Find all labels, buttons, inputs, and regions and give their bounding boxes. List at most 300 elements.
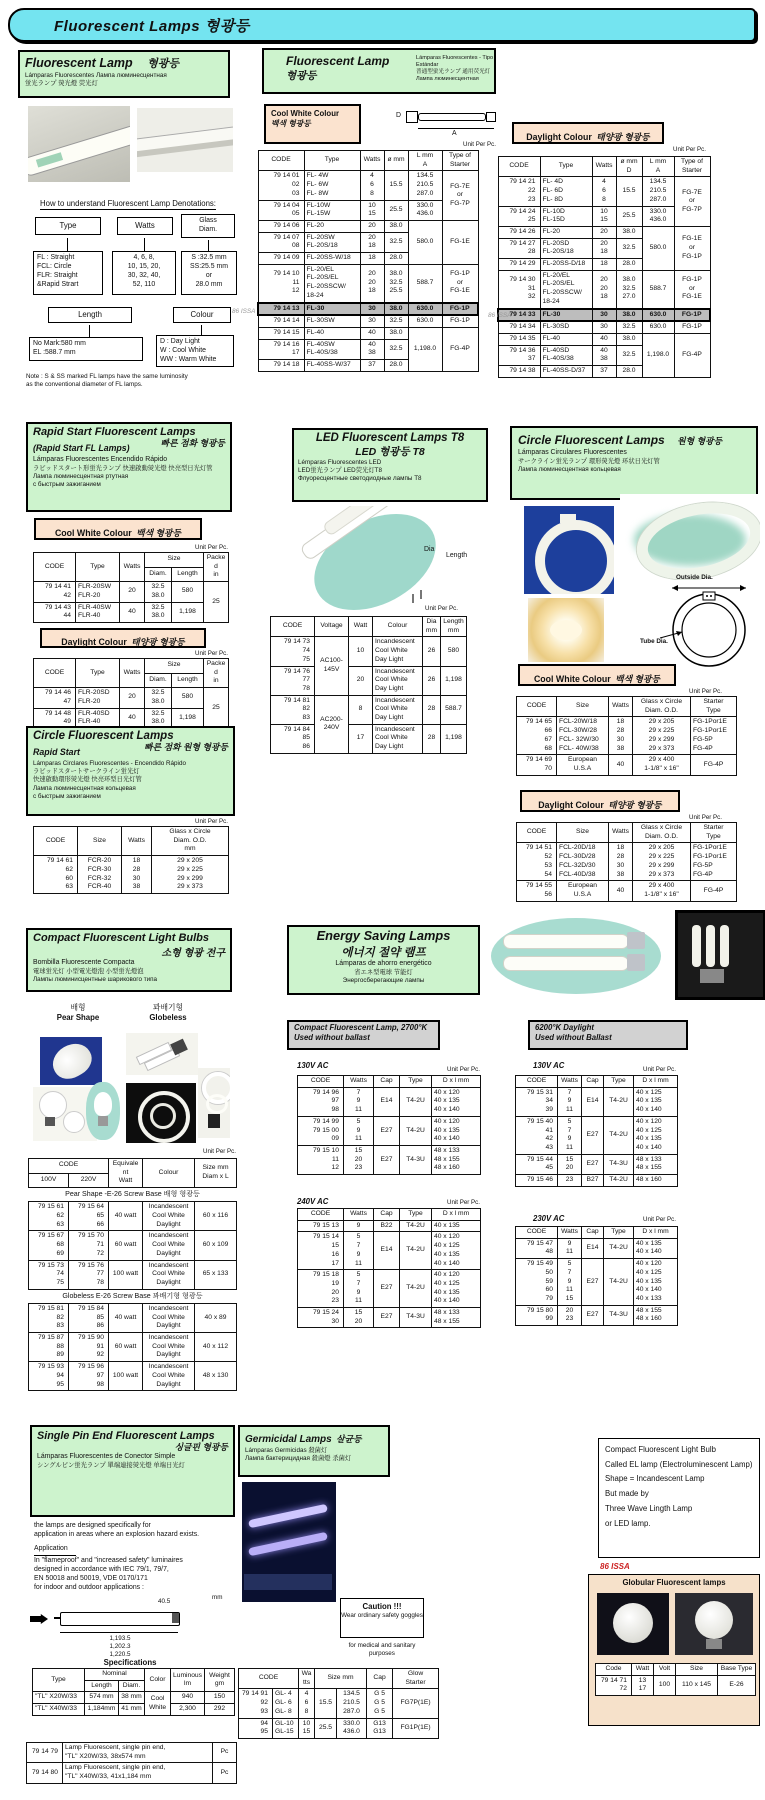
- table-cell: FL- 4D FL- 6D FL- 8D: [540, 177, 592, 206]
- table-cell: 48 x 133 48 x 155: [634, 1154, 678, 1174]
- table-cell: 38.0: [616, 226, 642, 238]
- table-header-cell: D x l mm: [634, 1227, 678, 1239]
- table-header-cell: Color: [145, 1669, 171, 1692]
- table-cell: FL-20/EL FL-20S/EL FL-20SSCW/ 18-24: [304, 264, 360, 302]
- table-cell: 38.0 32.5 25.5: [384, 264, 408, 302]
- table-cell: 79 14 96 97 98: [298, 1087, 344, 1116]
- table-cell: 79 14 24 25: [498, 206, 540, 226]
- table-cell: 630.0: [642, 321, 674, 333]
- table-cell: 40 x 89: [195, 1303, 237, 1332]
- table-cell: 20: [592, 226, 616, 238]
- globular-bulb-photo-1: [597, 1593, 669, 1655]
- denotation-length-content: No Mark:580 mm EL :588.7 mm: [29, 337, 143, 361]
- table-cell: FLR-20SD FLR-20: [76, 688, 120, 708]
- table-header-cell: CODE: [298, 1076, 344, 1088]
- table-cell: FL-10W FL-15W: [304, 200, 360, 220]
- table-row: [596, 1675, 756, 1695]
- section-title-kr: 빠른 점화 형광등: [160, 438, 225, 448]
- table-cell: 18 28 30 38: [122, 856, 152, 894]
- issa-note-red: 86 ISSA: [600, 1562, 630, 1571]
- section-title: LED Fluorescent Lamps T8: [315, 432, 465, 444]
- table-row: [298, 1270, 481, 1308]
- table-cell: E14: [374, 1087, 400, 1116]
- table-cell: 48 x 130: [195, 1362, 237, 1391]
- table-header-row: [498, 157, 710, 177]
- table-header-cell: Code: [596, 1664, 632, 1676]
- table-cell: 40 watt: [109, 1202, 143, 1231]
- table-header-cell: CODE: [34, 553, 76, 582]
- section-sub: Rapid Start: [33, 747, 80, 757]
- pear-bulb-photo: [40, 1037, 102, 1085]
- table-specifications: [32, 1668, 234, 1716]
- length-label: Length: [446, 552, 468, 559]
- table-cell: 60 watt: [109, 1332, 143, 1361]
- table-header-cell: Watt: [632, 1664, 654, 1676]
- table-header-row: [517, 823, 737, 843]
- table-header-cell: Starter Type: [691, 697, 737, 717]
- unit-label: Unit Per Pc.: [688, 688, 722, 695]
- section-es: Lámparas Circulares Fluorescentes: [518, 449, 627, 456]
- table-cell: 79 14 55 56: [517, 881, 557, 901]
- table-header-cell: Volt: [654, 1664, 676, 1676]
- table-row: [29, 1289, 237, 1303]
- table-cell: T4-2U: [400, 1116, 432, 1145]
- table-header-row: [34, 553, 229, 568]
- table-cell: 79 14 34: [498, 321, 540, 333]
- table-header-cell: Watts: [609, 697, 633, 717]
- table-cell: 150: [205, 1692, 235, 1704]
- table-cell: 1,198: [172, 602, 204, 622]
- table-cell: 38.0: [616, 333, 642, 345]
- table-cell: 79 14 65 66 67 68: [517, 717, 557, 755]
- table-cell: 38.0: [384, 220, 408, 232]
- table-header-row: [516, 1227, 678, 1239]
- section-title: Energy Saving Lamps: [316, 928, 451, 943]
- table-cell: 38.0: [384, 303, 408, 316]
- table-header-cell: Size: [145, 659, 204, 674]
- table-cell: 7 9 11: [558, 1087, 582, 1116]
- table-cell: 79 15 47 48: [516, 1238, 558, 1258]
- table-cell: 40 x 120 40 x 125 40 x 135 40 x 140: [634, 1116, 678, 1154]
- table-cell: FG-4P: [442, 327, 478, 371]
- table-header-cell: Watts: [122, 827, 152, 856]
- table-cell: 37: [360, 360, 384, 372]
- table-cell: 79 15 18 19 20 23: [298, 1270, 344, 1308]
- table-header-cell: L mm A: [408, 151, 442, 171]
- table-cell: Incandescent Cool White Daylight: [143, 1332, 195, 1361]
- table-cell: 79 14 01 02 03: [258, 171, 304, 200]
- table-row: [517, 755, 737, 775]
- section-title: Germicidal Lamps: [245, 1434, 332, 1445]
- table-header-cell: Starter Type: [691, 823, 737, 843]
- table-header-cell: D x l mm: [634, 1076, 678, 1088]
- table-row: [29, 1202, 237, 1231]
- globeless-label: 꽈배기형 Globeless: [149, 1003, 187, 1022]
- table-cell: 79 15 96 97 98: [69, 1362, 109, 1391]
- table-cell: 5 7 9 11 15: [558, 1259, 582, 1306]
- table-header-cell: D x l mm: [432, 1076, 481, 1088]
- section-multilang: Lámparas Fluorescentes - Tipo Estándar 普通型蛍光ランプ 通用荧光灯 Лампа люминесцентная: [416, 55, 494, 82]
- table-cell: 23: [558, 1175, 582, 1187]
- table-header-cell: Dia mm: [423, 617, 441, 637]
- connector-line: [144, 238, 145, 251]
- section-ru: Энергосберегающие лампы: [342, 976, 425, 984]
- table-cell: 38.0: [616, 309, 642, 322]
- table-cell: 940: [171, 1692, 205, 1704]
- table-row: [258, 220, 478, 232]
- table-cell: 40 x 120 40 x 125 40 x 135 40 x 140: [432, 1232, 481, 1270]
- arrow-icon: [30, 1614, 48, 1624]
- table-cell: 79 15 13: [298, 1220, 344, 1232]
- table-row: [271, 637, 467, 666]
- table-row: [258, 303, 478, 316]
- fixture-photo: [137, 108, 233, 172]
- table-cell: 79 14 81 82 83: [271, 695, 315, 724]
- section-fluorescent-lamp-std: [262, 48, 496, 94]
- table-header-cell: CODE: [298, 1209, 344, 1221]
- table-cell: 100: [654, 1675, 676, 1695]
- table-cell: 40: [609, 881, 633, 901]
- table-cell: FLR-40SW FLR-40: [76, 602, 120, 622]
- table-cell: 79 15 87 88 89: [29, 1332, 69, 1361]
- table-cell: 32.5: [616, 345, 642, 365]
- table-cell: FLR-20SW FLR-20: [76, 582, 120, 602]
- table-row: [29, 1188, 237, 1202]
- table-header-row: [239, 1669, 439, 1689]
- voltage-label-240v: 240V AC: [297, 1197, 329, 1206]
- table-cell: 10 15: [592, 206, 616, 226]
- connector-line: [208, 240, 209, 251]
- table-cell: FL-30SW: [304, 315, 360, 327]
- energy-lamps-photo: [487, 912, 667, 1000]
- table-cell: 20: [120, 688, 145, 708]
- table-cell: 1,198: [441, 724, 467, 753]
- table-header-cell: Size mm: [315, 1669, 367, 1689]
- denotation-glass-label: Glass Diam.: [181, 214, 235, 238]
- section-ru: Лампы люминисцентные шарикового типа: [33, 976, 158, 984]
- table-cell: 25.5: [384, 200, 408, 220]
- table-cell: 32.5: [384, 339, 408, 359]
- table-header-cell: Watts: [360, 151, 384, 171]
- connector-line: [67, 238, 68, 251]
- table-cell: 79 14 43 44: [34, 602, 76, 622]
- table-header-cell: Base Type: [718, 1664, 756, 1676]
- table-header-cell: Watts: [558, 1076, 582, 1088]
- table-cell: FG-1Por1E FG-1Por1E FG-5P FG-4P: [691, 843, 737, 881]
- table-cell: 580: [172, 688, 204, 708]
- table-cell: 18 28 30 38: [609, 843, 633, 881]
- table-cell: 28: [423, 695, 441, 724]
- table-cell: FL-20SD FL-20S/18: [540, 238, 592, 258]
- table-cell: T4-2U: [400, 1220, 432, 1232]
- table-row: [34, 856, 229, 894]
- table-cell: Cool White: [145, 1692, 171, 1715]
- table-cell: 20: [120, 582, 145, 602]
- table-cell: 32.5 38.0: [145, 582, 172, 602]
- table-cell: 30: [360, 303, 384, 316]
- table-row: [517, 843, 737, 881]
- table-single-pin-codes: [26, 1742, 236, 1784]
- page-title-banner: [8, 8, 756, 42]
- table-header-cell: CODE: [34, 827, 78, 856]
- circle-ceiling-light-photo: [528, 598, 604, 662]
- table-cell: 20 23: [558, 1305, 582, 1325]
- table-cell: 20 20 18: [360, 264, 384, 302]
- dim-lengths: 1,193.5 1,202.3 1,220.5: [109, 1635, 131, 1659]
- table-cell: FG-1E: [442, 220, 478, 264]
- table-fl-daylight: [497, 156, 709, 378]
- table-cell: Pc: [213, 1763, 237, 1783]
- table-cell: 40 x 120 40 x 125 40 x 135 40 x 140 40 x 133: [634, 1259, 678, 1306]
- table-row: [516, 1305, 678, 1325]
- table-header-cell: Watts: [558, 1227, 582, 1239]
- table-cell: 1,198: [441, 666, 467, 695]
- table-cell: 330.0 436.0: [408, 200, 442, 220]
- table-cell: T4-3U: [400, 1308, 432, 1328]
- table-cell: 79 14 30 31 32: [498, 270, 540, 308]
- table-header-cell: Size: [78, 827, 122, 856]
- table-header-cell: CODE: [29, 1159, 109, 1174]
- issa-note: 86 ISSA: [232, 308, 256, 315]
- table-row: [33, 1692, 235, 1704]
- table-cell: 40: [609, 755, 633, 775]
- table-cell: 15.5: [384, 171, 408, 200]
- unit-label: Unit Per Pc.: [462, 141, 496, 148]
- table-row: [258, 327, 478, 339]
- table-cell: 9 11: [558, 1238, 582, 1258]
- section-ru: Лампа люминесцентная кольцевая с быстрым зажиганием: [33, 784, 136, 800]
- table-cell: 15 20: [344, 1308, 374, 1328]
- table-cell: 20: [349, 666, 373, 695]
- table-row: [516, 1116, 678, 1154]
- table-header-cell: Type: [604, 1076, 634, 1088]
- table-cell: 28.0: [384, 253, 408, 265]
- table-cell: FG-7E or FG-7P: [674, 177, 710, 227]
- section-ru: Флуоресцентные светодиодные лампы T8: [298, 475, 422, 483]
- table-cell: 79 14 91 92 93: [239, 1689, 273, 1718]
- table-header-cell: Equivalent Watt: [109, 1159, 143, 1188]
- table-cell: FCL-20D/18 FCL-30D/28 FCL-32D/30 FCL-40D/38: [557, 843, 609, 881]
- caution-note: for medical and sanitary purposes: [348, 1642, 416, 1658]
- table-header-cell: Size mm Diam x L: [195, 1159, 237, 1188]
- tube-dia-label: Tube Dia.: [640, 638, 668, 645]
- table-header-cell: Cap: [582, 1227, 604, 1239]
- table-cell: FL-40: [540, 333, 592, 345]
- table-cell: FL-40SS-D/37: [540, 366, 592, 378]
- table-cell: 330.0 436.0: [642, 206, 674, 226]
- section-compact-bulbs: [26, 928, 232, 992]
- table-cell: 580: [441, 637, 467, 666]
- table-row: [29, 1362, 237, 1391]
- table-cell: 40 x 125 40 x 135 40 x 140: [634, 1087, 678, 1116]
- unit-label: Unit Per Pc.: [194, 818, 228, 825]
- table-cell: 79 15 46: [516, 1175, 558, 1187]
- section-title: Fluorescent Lamp: [25, 56, 133, 70]
- table-cell: FG-7E or FG-7P: [442, 171, 478, 221]
- table-cell: E27: [582, 1259, 604, 1306]
- table-row: [517, 717, 737, 755]
- section-title-kr: 싱글핀 형광등: [174, 1442, 228, 1452]
- section-ru: Лампа люминесцентная ртутная с быстрым зажиганием: [33, 473, 129, 489]
- table-cell: 18: [360, 253, 384, 265]
- connector-line: [89, 325, 90, 337]
- table-cell: 79 15 31 34 39: [516, 1087, 558, 1116]
- table-led-t8: [270, 616, 466, 754]
- table-cell: GL- 4 GL- 6 GL- 8: [273, 1689, 299, 1718]
- section-title-kr: LED 형광등 T8: [355, 446, 425, 458]
- table-cell: 134.5 210.5 287.0: [337, 1689, 367, 1718]
- el-lamp-info-box: Compact Fluorescent Light Bulb Called EL lamp (Electroluminescent Lamp) Shape = Incandescent Lamp But made by Three Wave Lingth Lamp or LED lamp.: [598, 1438, 760, 1558]
- table-cell: 79 14 69 70: [517, 755, 557, 775]
- table-cell: 32.5: [384, 315, 408, 327]
- section-sub2: 蛍光ランプ 熒光燈 荧光灯: [25, 80, 98, 88]
- unit-label: Unit Per Pc.: [688, 814, 722, 821]
- table-header-cell: Glow Starter: [393, 1669, 439, 1689]
- table-row: [33, 1704, 235, 1716]
- table-cell: 26: [423, 666, 441, 695]
- dim-line: [60, 1632, 178, 1633]
- table-row: [516, 1154, 678, 1174]
- section-title: Circle Fluorescent Lamps: [518, 433, 665, 447]
- table-header-cell: Type: [76, 553, 120, 582]
- table-header-cell: Watts: [344, 1209, 374, 1221]
- table-header-cell: CODE: [239, 1669, 299, 1689]
- fluorescent-tube-photo: [28, 106, 130, 182]
- table-cell: 79 14 61 62 60 63: [34, 856, 78, 894]
- table-row: [498, 321, 710, 333]
- section-sub: (Rapid Start FL Lamps): [33, 443, 130, 453]
- denotation-length-label: Length: [48, 307, 132, 323]
- table-cell: 79 15 14 15 16 17: [298, 1232, 344, 1270]
- table-cell: 26: [423, 637, 441, 666]
- table-cell: 40: [120, 602, 145, 622]
- table-cell: FG-1P: [442, 303, 478, 316]
- table-cell: FL-40SD FL-40S/38: [540, 345, 592, 365]
- table-header-row: [258, 151, 478, 171]
- table-cell: 79 14 16 17: [258, 339, 304, 359]
- table-cell: G13 G13: [367, 1718, 393, 1738]
- table-header-cell: Size: [145, 553, 204, 568]
- table-cell: T4-2U: [604, 1175, 634, 1187]
- table-row: [27, 1743, 237, 1763]
- table-row: [258, 315, 478, 327]
- table-cell: E27: [374, 1308, 400, 1328]
- table-cell: E14: [582, 1238, 604, 1258]
- section-sub1: Lámparas Fluorescentes Лампа люминесцентная: [25, 72, 167, 79]
- table-row: [516, 1087, 678, 1116]
- unit-label: Unit Per Pc.: [194, 544, 228, 551]
- section-led-t8: [292, 428, 488, 502]
- dim-line: [418, 128, 494, 129]
- table-cell: T4-3U: [604, 1154, 634, 1174]
- table-cell: 79 14 06: [258, 220, 304, 232]
- table-cell: FG-1P: [674, 309, 710, 322]
- unit-label: Unit Per Pc.: [642, 1216, 676, 1223]
- table-cell: 79 15 81 82 83: [29, 1303, 69, 1332]
- section-title: Fluorescent Lamp: [286, 54, 390, 68]
- section-title-kr: 살균등: [336, 1434, 362, 1444]
- table-row: [498, 226, 710, 238]
- table-cell: 79 15 80 99: [516, 1305, 558, 1325]
- table-cell: FL-40SW FL-40S/38: [304, 339, 360, 359]
- table-cell: 40 x 120 40 x 125 40 x 135 40 x 140: [432, 1270, 481, 1308]
- table-cell: T4-2U: [400, 1087, 432, 1116]
- table-row: [516, 1259, 678, 1306]
- table-header-cell: Size: [557, 823, 609, 843]
- table-header-cell: Watts: [299, 1669, 315, 1689]
- table-cell: FL-20SS-D/18: [540, 259, 592, 271]
- table-cell: 9: [344, 1220, 374, 1232]
- table-header-cell: Type: [540, 157, 592, 177]
- d-label: D: [396, 112, 401, 119]
- table-cell: E-26: [718, 1675, 756, 1695]
- denotation-note: Note : S & SS marked FL lamps have the same luminosity as the conventional diameter of FL lamps.: [26, 373, 188, 389]
- table-cell: T4-2U: [604, 1087, 634, 1116]
- table-cell: E27: [582, 1305, 604, 1325]
- colour-box-fl-daylight: Daylight Colour 태양광 형광등: [512, 122, 664, 144]
- table-cell: 48 x 133 48 x 155: [432, 1308, 481, 1328]
- table-cell: 30: [360, 315, 384, 327]
- table-header-row: [516, 1076, 678, 1088]
- table-cell: 1,198: [172, 708, 204, 728]
- table-cell: 79 14 36 37: [498, 345, 540, 365]
- table-cell: 48 x 133 48 x 155 48 x 160: [432, 1145, 481, 1174]
- table-header-cell: Cap: [582, 1076, 604, 1088]
- table-row: [298, 1232, 481, 1270]
- table-header-cell: Type: [33, 1669, 85, 1692]
- table-header-cell: Diam.: [145, 673, 172, 688]
- section-es: Lámparas Fluorescentes Encendido Rápido: [33, 456, 168, 463]
- section-germicidal: [238, 1425, 390, 1477]
- table-cell: 29 x 205 29 x 225 29 x 299 29 x 373: [633, 717, 691, 755]
- voltage-label-130v-2: 130V AC: [533, 1061, 565, 1070]
- table-row: [271, 724, 467, 753]
- table-cell: 10 15: [360, 200, 384, 220]
- table-header-cell: 100V: [29, 1173, 69, 1188]
- table-cell: T4-3U: [400, 1145, 432, 1174]
- table-cell: 79 14 41 42: [34, 582, 76, 602]
- dia-label: Dia: [424, 546, 435, 553]
- section-jp: シングルピン蛍光ランプ 單端連接熒光燈 单端日光灯: [37, 1461, 185, 1469]
- table-row: [498, 333, 710, 345]
- table-cell: E14: [582, 1087, 604, 1116]
- table-cell: E27: [374, 1116, 400, 1145]
- table-cell: 20 18: [360, 232, 384, 252]
- table-cell: 79 14 26: [498, 226, 540, 238]
- table-cell: Incandescent Cool White Day Light: [373, 695, 423, 724]
- table-cell: 32.5: [616, 238, 642, 258]
- table-rapid-start-daylight: [33, 658, 228, 729]
- voltage-label-130v: 130V AC: [297, 1061, 329, 1070]
- table-cell: 38.0: [384, 327, 408, 339]
- table-cell: 574 mm: [85, 1692, 119, 1704]
- table-header-row: [517, 697, 737, 717]
- table-cell: 38 mm: [119, 1692, 145, 1704]
- table-cell: 79 15 73 74 75: [29, 1260, 69, 1289]
- denotation-type-label: Type: [35, 217, 101, 235]
- table-cell: AC200- 240V: [315, 695, 349, 753]
- globular-bulb-photo-2: [675, 1593, 753, 1655]
- table-cell: 79 15 76 77 78: [69, 1260, 109, 1289]
- table-header-row: [271, 617, 467, 637]
- unit-label: Unit Per Pc.: [424, 605, 458, 612]
- circle-diagram: [640, 572, 760, 672]
- table-cell: 41 mm: [119, 1704, 145, 1716]
- table-cell: 38.0 32.5 27.0: [616, 270, 642, 308]
- table-row: [298, 1087, 481, 1116]
- table-2700k-240v: [297, 1208, 480, 1328]
- table-header-cell: Weight gm: [205, 1669, 235, 1692]
